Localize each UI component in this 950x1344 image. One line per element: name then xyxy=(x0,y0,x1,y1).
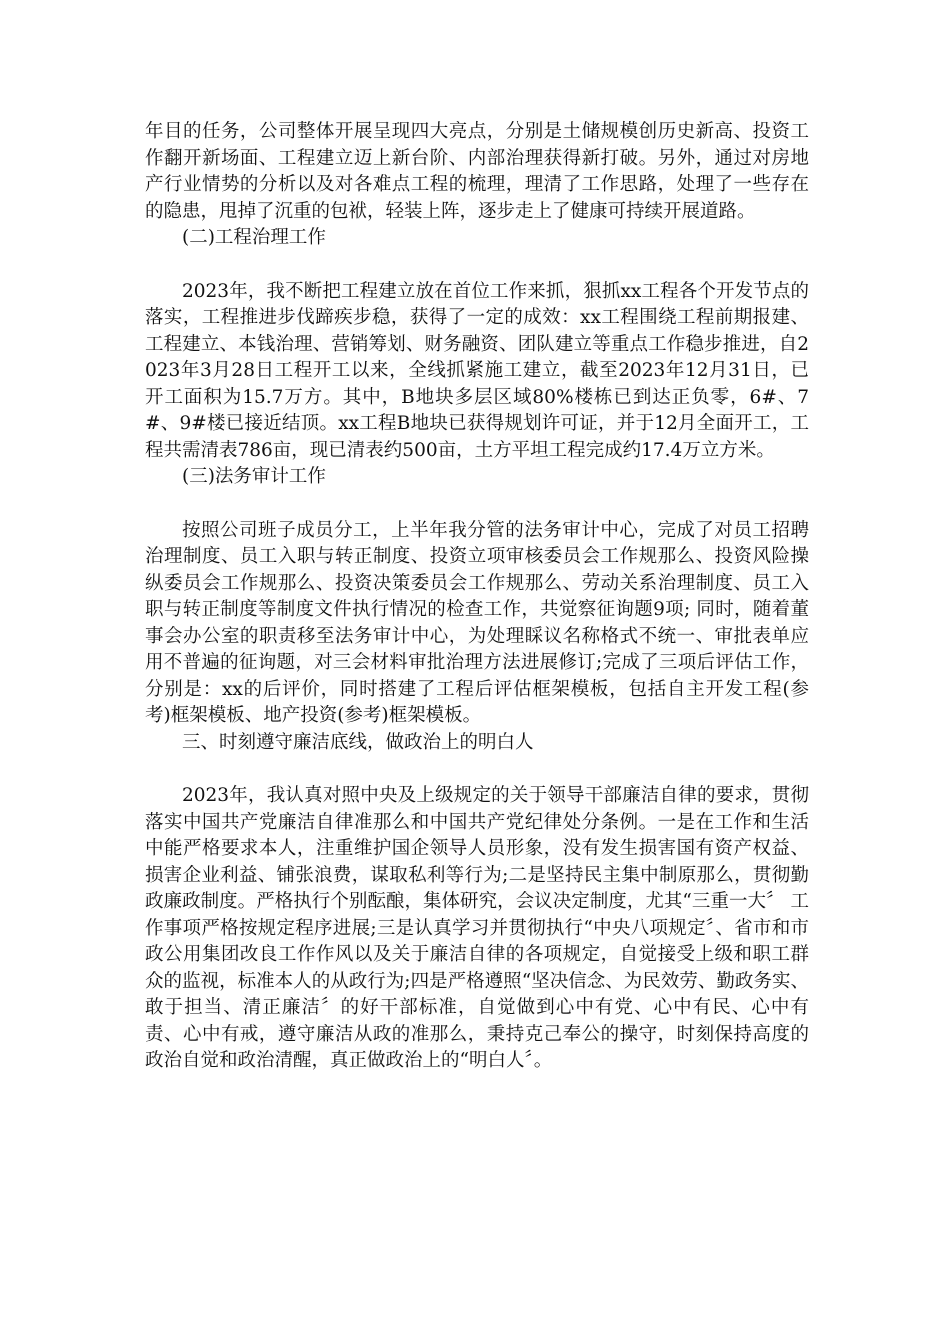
paragraph-legal-audit: 按照公司班子成员分工，上半年我分管的法务审计中心，完成了对员工招聘治理制度、员工入职与转正制度、投资立项审核委员会工作规那么、投资风险操纵委员会工作规那么、投资决策委员会工作规那么、劳动关系治理制度、员工入职与转正制度等制度文件执行情况的检查工作，共觉察征询题9项; 同时，随着董事会办公室的职责移至法务审计中心，为处理睬议名称格式不统一、审批表单应用不普遍的征询题，对三会材料审批治理方法进展修订;完成了三项后评估工作，分别是：xx的后评价，同时搭建了工程后评估框架模板，包括自主开发工程(参考)框架模板、地产投资(参考)框架模板。 xyxy=(145,519,809,726)
paragraph-intro: 年目的任务，公司整体开展呈现四大亮点，分别是土储规模创历史新高、投资工作翻开新场面、工程建立迈上新台阶、内部治理获得新打破。另外，通过对房地产行业情势的分析以及对各难点工程的梳理，理清了工作思路，处理了一些存在的隐患，甩掉了沉重的包袱，轻装上阵，逐步走上了健康可持续开展道路。 xyxy=(145,121,809,222)
section-heading-project-management: (二)工程治理工作 xyxy=(182,227,326,248)
paragraph-integrity: 2023年，我认真对照中央及上级规定的关于领导干部廉洁自律的要求，贯彻落实中国共产党廉洁自律准那么和中国共产党纪律处分条例。一是在工作和生活中能严格要求本人，注重维护国企领导人员形象，没有发生损害国有资产权益、损害企业利益、铺张浪费，谋取私利等行为;二是坚持民主集中制原那么，贯彻勤政廉政制度。严格执行个别酝酿，集体研究，会议决定制度，尤其“三重一大〞 工作事项严格按规定程序进展;三是认真学习并贯彻执行“中央八项规定〞、省市和市政公用集团改良工作作风以及关于廉洁自律的各项规定，自觉接受上级和职工群众的监视，标准本人的从政行为;四是严格遵照“坚决信念、为民效劳、勤政务实、敢于担当、清正廉洁〞的好干部标准，自觉做到心中有党、心中有民、心中有责、心中有戒，遵守廉洁从政的准那么，秉持克己奉公的操守，时刻保持高度的政治自觉和政治清醒，真正做政治上的“明白人〞。 xyxy=(145,785,809,1071)
paragraph-project-management: 2023年，我不断把工程建立放在首位工作来抓，狠抓xx工程各个开发节点的落实，工程推进步伐蹄疾步稳，获得了一定的成效：xx工程围绕工程前期报建、工程建立、本钱治理、营销筹划、财务融资、团队建立等重点工作稳步推进，自2023年3月28日工程开工以来，全线抓紧施工建立，截至2023年12月31日，已开工面积为15.7万方。其中，B地块多层区域80%楼栋已到达正负零，6#、7#、9#楼已接近结顶。xx工程B地块已获得规划许可证，并于12月全面开工，工程共需清表786亩，现已清表约500亩，土方平坦工程完成约17.4万立方米。 xyxy=(145,280,809,461)
section-heading-integrity: 三、时刻遵守廉洁底线，做政治上的明白人 xyxy=(182,731,534,753)
document-page xyxy=(145,119,809,1075)
section-heading-legal-audit: (三)法务审计工作 xyxy=(182,466,326,487)
